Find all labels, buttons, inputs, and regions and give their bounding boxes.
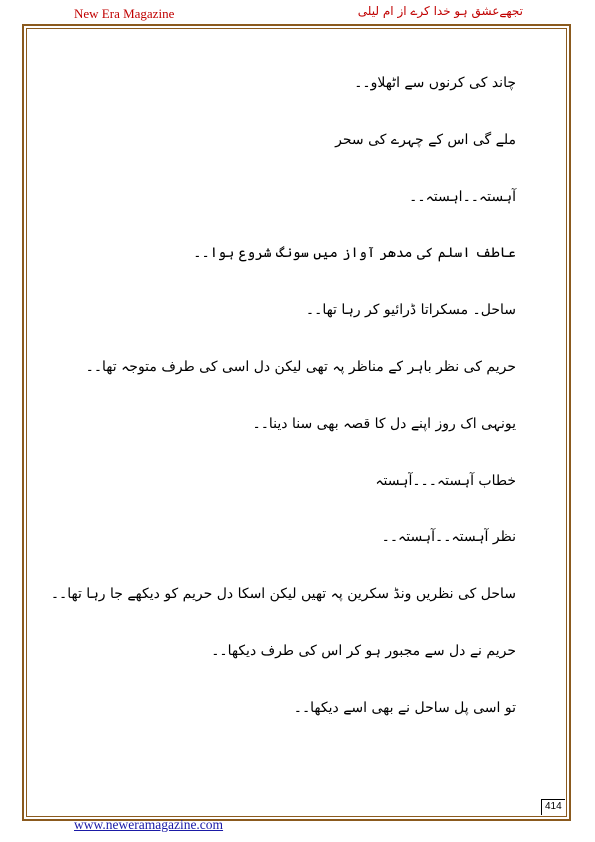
text-line: ساحل۔ مسکراتا ڈرائیو کر رہا تھا۔۔ [305,302,516,319]
text-line: خطاب آہستہ۔۔۔آہستہ [375,472,516,489]
text-line: ملے گی اس کے چہرے کی سحر [335,131,516,148]
story-title: تجھےعشق ہو خدا کرے از ام لیلی [357,4,523,18]
text-line: آہستہ۔۔اہستہ۔۔ [409,188,516,205]
text-line: نظر آہستہ۔۔آہستہ۔۔ [381,529,516,546]
website-link[interactable]: www.neweramagazine.com [74,817,224,832]
text-line: ساحل کی نظریں ونڈ سکرین پہ تھیں لیکن اسکا دل حریم کو دیکھے جا رہا تھا۔۔ [50,586,516,603]
text-line: یونہی اک روز اپنے دل کا قصہ بھی سنا دینا۔۔ [252,415,516,432]
text-line: عاطف اسلم کی مدھر آواز میں سونگ شروع ہوا۔۔ [193,245,516,262]
text-line: حریم کی نظر باہر کے مناظر پہ تھی لیکن دل اسی کی طرف متوجہ تھا۔۔ [85,358,516,375]
text-line: حریم نے دل سے مجبور ہو کر اس کی طرف دیکھا۔۔ [211,642,516,659]
text-line: تو اسی پل ساحل نے بھی اسے دیکھا۔۔ [293,699,516,716]
magazine-name: New Era Magazine [74,6,175,21]
page-number: 414 [541,799,565,815]
text-line: چاند کی کرنوں سے اٹھلاو۔۔ [354,75,516,91]
story-text [50,74,516,756]
